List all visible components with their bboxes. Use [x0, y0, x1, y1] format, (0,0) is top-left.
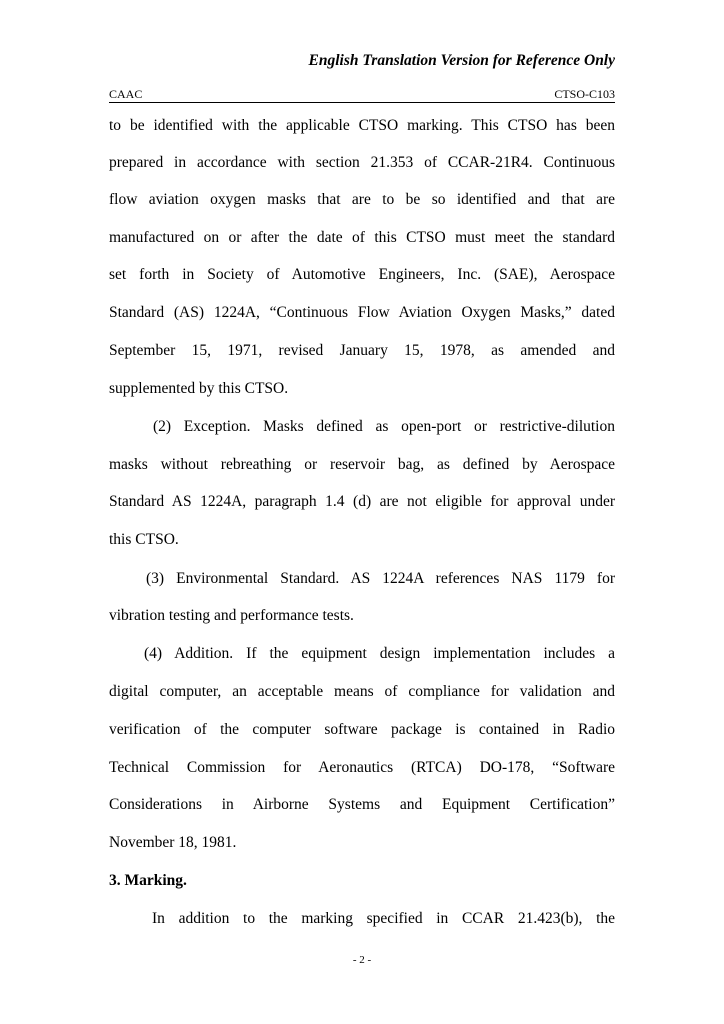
body-line: Technical Commission for Aeronautics (RTCA) DO-178, “Software: [109, 759, 615, 776]
body-line: Standard (AS) 1224A, “Continuous Flow Aviation Oxygen Masks,” dated: [109, 304, 615, 321]
page-number: - 2 -: [352, 954, 372, 966]
paragraph-2-exception: (2) Exception. Masks defined as open-port or restrictive-dilution: [153, 418, 615, 435]
body-line: to be identified with the applicable CTSO marking. This CTSO has been: [109, 117, 615, 134]
body-line: supplemented by this CTSO.: [109, 380, 289, 397]
body-line: Considerations in Airborne Systems and Equipment Certification”: [109, 796, 615, 813]
body-line: Standard AS 1224A, paragraph 1.4 (d) are not eligible for approval under: [109, 493, 615, 510]
body-line: September 15, 1971, revised January 15, 1978, as amended and: [109, 342, 615, 359]
paragraph-marking: In addition to the marking specified in CCAR 21.423(b), the: [152, 910, 615, 927]
body-line: prepared in accordance with section 21.353 of CCAR-21R4. Continuous: [109, 154, 615, 171]
section-heading-marking: 3. Marking.: [109, 872, 187, 889]
body-line: this CTSO.: [109, 531, 179, 548]
paragraph-4-addition: (4) Addition. If the equipment design implementation includes a: [144, 645, 615, 662]
header-divider: [109, 102, 615, 103]
body-line: verification of the computer software package is contained in Radio: [109, 721, 615, 738]
body-line: November 18, 1981.: [109, 834, 237, 851]
body-line: digital computer, an acceptable means of compliance for validation and: [109, 683, 615, 700]
body-line: manufactured on or after the date of this CTSO must meet the standard: [109, 229, 615, 246]
header-org: CAAC: [109, 87, 143, 101]
header-doc-id: CTSO-C103: [554, 87, 615, 101]
body-line: flow aviation oxygen masks that are to be so identified and that are: [109, 191, 615, 208]
header-title: English Translation Version for Reference Only: [308, 52, 615, 69]
paragraph-3-environmental: (3) Environmental Standard. AS 1224A references NAS 1179 for: [146, 570, 615, 587]
body-line: masks without rebreathing or reservoir bag, as defined by Aerospace: [109, 456, 615, 473]
body-line: vibration testing and performance tests.: [109, 607, 354, 624]
body-line: set forth in Society of Automotive Engineers, Inc. (SAE), Aerospace: [109, 266, 615, 283]
